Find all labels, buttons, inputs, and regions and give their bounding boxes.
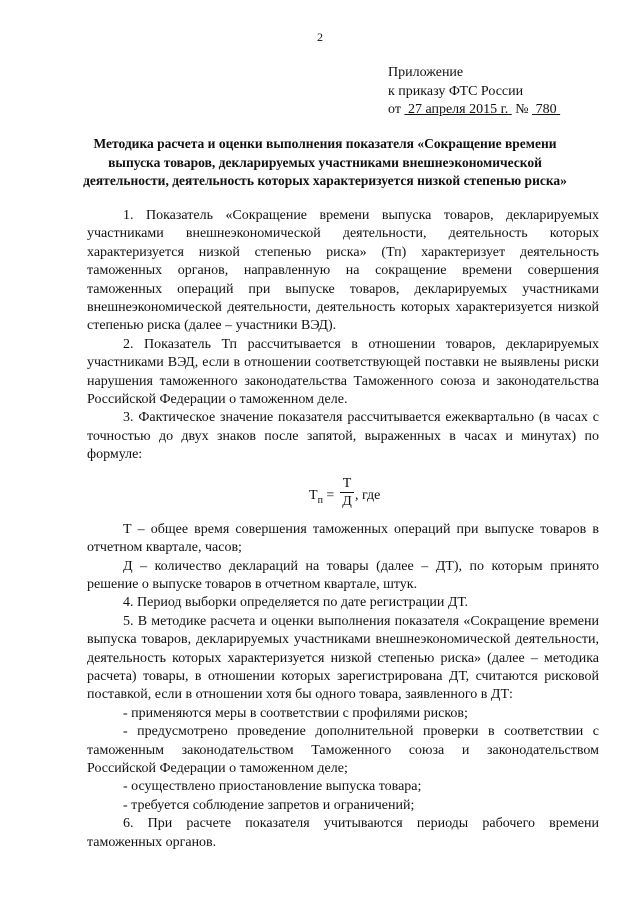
appendix-number: 780 (535, 102, 557, 117)
paragraph-2: 2. Показатель Тп рассчитывается в отношении товаров, декларируемых участниками ВЭД, если в отношении соответствующей поставки не выявлены риски нарушения таможенного законодательства Таможенного союза и законодательства Российской Федерации о таможенном деле. (87, 336, 599, 408)
paragraph-5: 5. В методике расчета и оценки выполнения показателя «Сокращение времени выпуска товаров, декларируемых участниками внешнеэкономической деятельности, деятельность которых характеризуется низкой степенью риска» (далее – методика расчета) товары, в отношении которых зарегистрирована ДТ, считаются рисковой поставкой, если в отношении хотя бы одного товара, заявленного в ДТ: (87, 613, 599, 703)
paragraph-6: 6. При расчете показателя учитываются периоды рабочего времени таможенных органов. (87, 816, 599, 850)
appendix-label: Приложение (388, 65, 464, 80)
formula (87, 475, 599, 515)
appendix-header (388, 64, 560, 120)
formula-denominator: Д (342, 493, 352, 509)
formula-fraction (340, 475, 354, 510)
appendix-number-sign: № (515, 102, 529, 117)
appendix-order-ref: к приказу ФТС России (388, 83, 524, 99)
formula-lhs: $Т_п$ = (309, 487, 335, 506)
definition-d: Д – количество деклараций на товары (далее – ДТ), по которым принято решение о выпуске товаров в отчетном квартале, штук. (87, 558, 599, 592)
formula-suffix: , где (355, 487, 381, 503)
appendix-date: 27 апреля 2015 г. (407, 102, 509, 117)
paragraph-4: 4. Период выборки определяется по дате регистрации ДТ. (123, 595, 469, 611)
document-title: Методика расчета и оценки выполнения показателя «Сокращение времени выпуска товаров, декларируемых участниками внешнеэкономической деятельности, деятельность которых характеризуется низкой степенью риска» (83, 136, 567, 188)
appendix-date-prefix: от (388, 102, 401, 117)
list-item: - осуществлено приостановление выпуска товара; (123, 779, 422, 795)
document-body (87, 207, 599, 852)
list-item: - применяются меры в соответствии с профилями рисков; (123, 705, 468, 721)
list-item: - требуется соблюдение запретов и ограничений; (123, 797, 415, 813)
appendix-date-line (388, 101, 560, 120)
list-item: - предусмотрено проведение дополнительной проверки в соответствии с таможенным законодательством Таможенного союза и законодательством Российской Федерации о таможенном деле; (87, 724, 599, 776)
paragraph-1: 1. Показатель «Сокращение времени выпуска товаров, декларируемых участниками внешнеэкономической деятельности, деятельность которых характеризуется низкой степенью риска» (Тп) характеризует деятельность таможенных органов, направленную на сокращение времени совершения таможенных операций при выпуске товаров, декларируемых участниками внешнеэкономической деятельности, деятельность которых характеризуется низкой степенью риска (далее – участники ВЭД). (87, 208, 599, 334)
paragraph-3: 3. Фактическое значение показателя рассчитывается ежеквартально (в часах с точностью до двух знаков после запятой, выраженных в часах и минутах) по формуле: (87, 410, 599, 463)
definition-t: Т – общее время совершения таможенных операций при выпуске товаров в отчетном квартале, часов; (87, 521, 599, 556)
page-number: 2 (317, 30, 323, 44)
formula-numerator: Т (342, 475, 352, 491)
